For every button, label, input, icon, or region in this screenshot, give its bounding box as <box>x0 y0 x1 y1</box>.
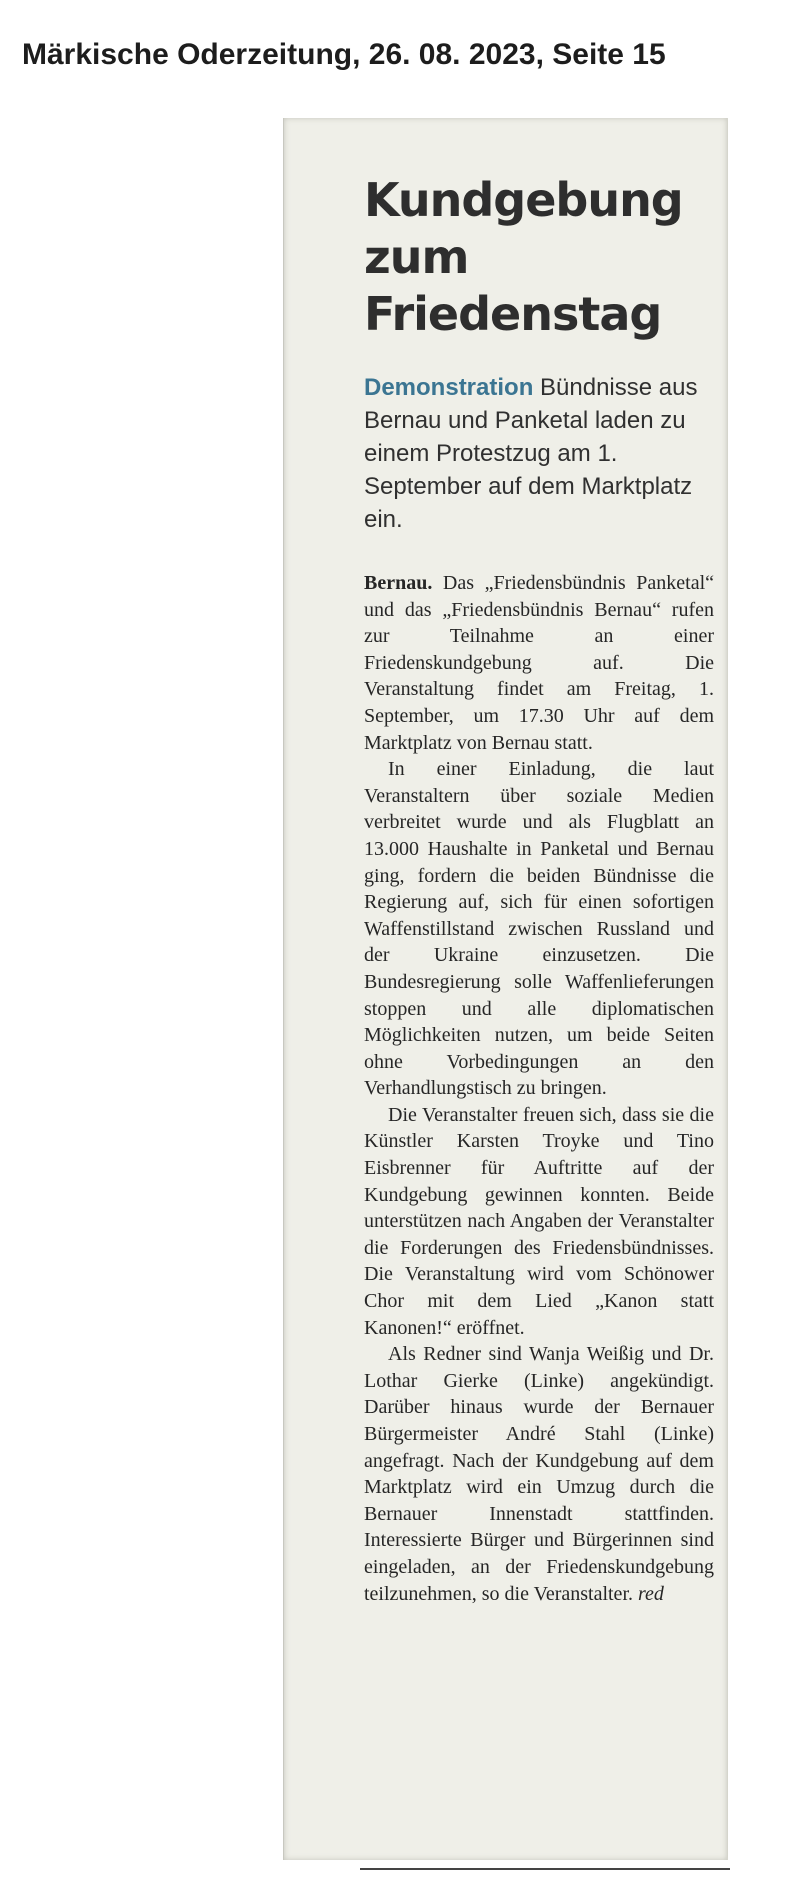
article-paragraph: In einer Einladung, die laut Veranstaltern über soziale Medien verbreitet wurde und als Flugblatt an 13.000 Haushalte in Panketal und Bernau ging, fordern die beiden Bündnisse die Regierung auf, sich für einen sofortigen Waffenstillstand zwischen Russland und der Ukraine einzusetzen. Die Bundesregierung solle Waffenlieferungen stoppen und alle diplomatischen Möglichkeiten nutzen, um beide Seiten ohne Vorbedingungen an den Verhandlungstisch zu bringen. <box>364 758 714 1100</box>
article-paragraph-text: Als Redner sind Wanja Weißig und Dr. Lothar Gierke (Linke) angekündigt. Darüber hinaus wurde der Bernauer Bürgermeister André Stahl (Linke) angefragt. Nach der Kundgebung auf dem Marktplatz wird ein Umzug durch die Bernauer Innenstadt stattfinden. Interessierte Bürger und Bürgerinnen sind eingeladen, an der Friedenskundgebung teilzunehmen, so die Veranstalter. <box>364 1343 714 1605</box>
article-paragraph <box>364 1341 714 1607</box>
source-citation: Märkische Oderzeitung, 26. 08. 2023, Seite 15 <box>22 38 666 71</box>
article-paragraph-text: Das „Friedensbündnis Panketal“ und das „Friedensbündnis Bernau“ rufen zur Teilnahme an einer Friedenskundgebung auf. Die Veranstaltung findet am Freitag, 1. September, um 17.30 Uhr auf dem Marktplatz von Bernau statt. <box>364 572 714 754</box>
article-teaser-text: Bündnisse aus Bernau und Panketal laden zu einem Protestzug am 1. September auf dem Marktplatz ein. <box>364 374 698 533</box>
article-headline: Kundgebung zum Friedenstag <box>364 173 683 341</box>
newspaper-clipping <box>283 118 728 1860</box>
article-paragraph: Die Veranstalter freuen sich, dass sie die Künstler Karsten Troyke und Tino Eisbrenner für Auftritte auf der Kundgebung gewinnen konnten. Beide unterstützen nach Angaben der Veranstalter die Forderungen des Friedensbündnisses. Die Veranstaltung wird vom Schönower Chor mit dem Lied „Kanon statt Kanonen!“ eröffnet. <box>364 1103 714 1339</box>
article-paragraph <box>364 570 714 756</box>
clipping-edge-line <box>360 1868 730 1870</box>
article-teaser <box>364 371 714 536</box>
article-signature: red <box>638 1582 664 1605</box>
article-kicker: Demonstration <box>364 374 534 401</box>
article-body <box>364 570 714 1607</box>
article <box>364 172 714 1607</box>
article-dateline: Bernau. <box>364 572 433 594</box>
